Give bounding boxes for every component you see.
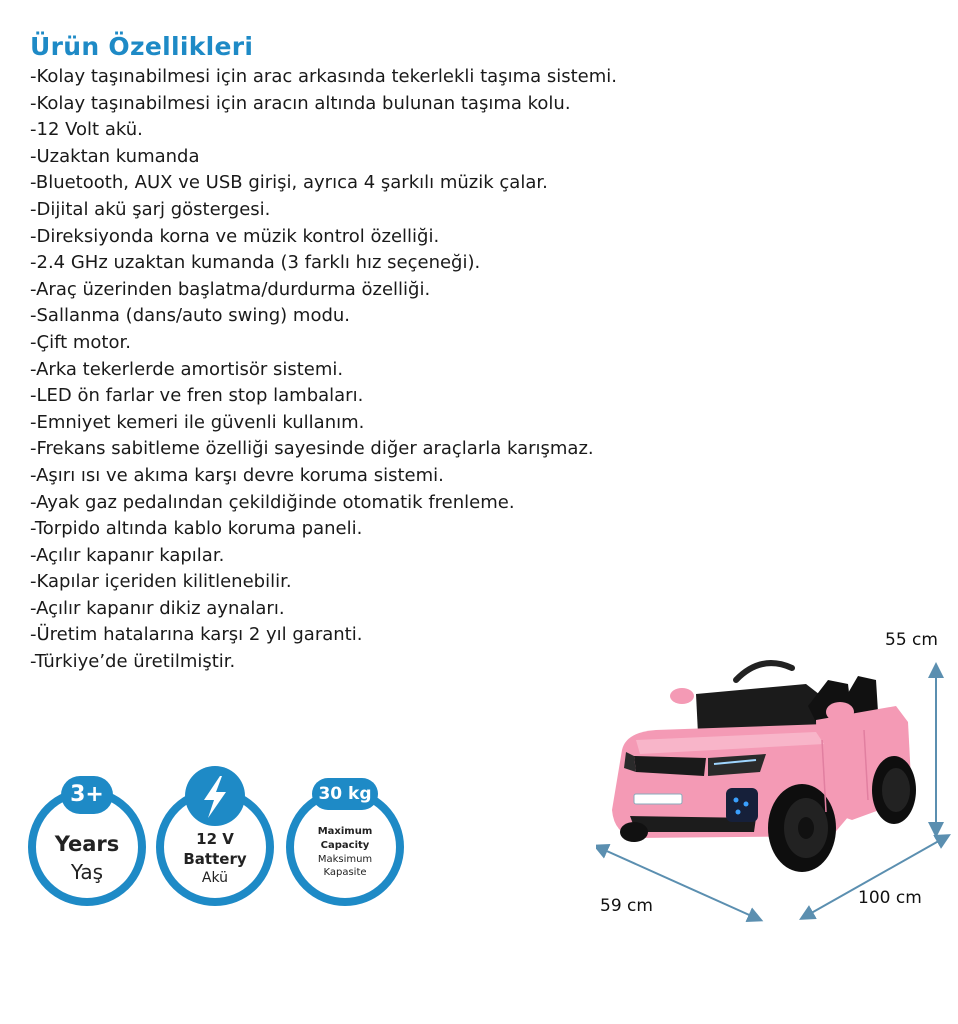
- list-item: -Ayak gaz pedalından çekildiğinde otomatik frenleme.: [30, 491, 515, 513]
- list-item: -LED ön farlar ve fren stop lambaları.: [30, 385, 364, 407]
- list-item: -Kapılar içeriden kilitlenebilir.: [30, 571, 292, 593]
- ride-on-car-image: [596, 640, 956, 930]
- page-title: Ürün Özellikleri: [30, 32, 254, 61]
- list-item: -2.4 GHz uzaktan kumanda (3 farklı hız seçeneği).: [30, 252, 481, 274]
- list-item: -Açılır kapanır kapılar.: [30, 544, 225, 566]
- list-item: -Frekans sabitleme özelliği sayesinde diğer araçlarla karışmaz.: [30, 438, 594, 460]
- capacity-label-en-2: Capacity: [320, 840, 370, 851]
- width-arrow: [600, 848, 756, 918]
- capacity-pill: 30 kg: [312, 778, 378, 810]
- list-item: -Torpido altında kablo koruma paneli.: [30, 518, 363, 540]
- width-dimension-label: 59 cm: [600, 896, 653, 916]
- list-item: -Aşırı ısı ve akıma karşı devre koruma sistemi.: [30, 464, 444, 486]
- list-item: -Emniyet kemeri ile güvenli kullanım.: [30, 411, 365, 433]
- age-label-tr: Yaş: [70, 860, 104, 884]
- license-plate: [634, 794, 682, 804]
- list-item: -Direksiyonda korna ve müzik kontrol özelliği.: [30, 225, 440, 247]
- battery-label-tr: Akü: [201, 870, 229, 886]
- feature-list: [30, 64, 617, 676]
- list-item: -Dijital akü şarj göstergesi.: [30, 198, 271, 220]
- list-item: -Açılır kapanır dikiz aynaları.: [30, 597, 285, 619]
- list-item: -Kolay taşınabilmesi için aracın altında bulunan taşıma kolu.: [30, 92, 571, 114]
- list-item: -Türkiye’de üretilmiştir.: [30, 651, 236, 673]
- capacity-badge: [282, 768, 408, 910]
- list-item: -Üretim hatalarına karşı 2 yıl garanti.: [30, 624, 363, 646]
- height-dimension-label: 55 cm: [885, 630, 938, 650]
- age-pill: 3+: [61, 776, 113, 814]
- side-mirror: [826, 702, 854, 722]
- list-item: -Arka tekerlerde amortisör sistemi.: [30, 358, 344, 380]
- battery-voltage: 12 V: [196, 830, 234, 848]
- age-label-en: Years: [54, 832, 120, 856]
- battery-label-en: Battery: [183, 850, 247, 868]
- side-mirror: [670, 688, 694, 704]
- battery-badge: [152, 762, 278, 910]
- list-item: -Araç üzerinden başlatma/durdurma özelliği.: [30, 278, 431, 300]
- list-item: -12 Volt akü.: [30, 119, 143, 141]
- length-dimension-label: 100 cm: [858, 888, 922, 908]
- capacity-label-tr-1: Maksimum: [317, 854, 373, 865]
- capacity-label-tr-2: Kapasite: [323, 867, 367, 878]
- list-item: -Bluetooth, AUX ve USB girişi, ayrıca 4 şarkılı müzik çalar.: [30, 172, 548, 194]
- age-badge: [24, 768, 150, 910]
- steering-wheel: [736, 663, 792, 680]
- list-item: -Uzaktan kumanda: [30, 145, 200, 167]
- list-item: -Çift motor.: [30, 331, 131, 353]
- capacity-label-en-1: Maximum: [317, 826, 373, 837]
- list-item: -Kolay taşınabilmesi için arac arkasında tekerlekli taşıma sistemi.: [30, 66, 618, 87]
- list-item: -Sallanma (dans/auto swing) modu.: [30, 305, 351, 327]
